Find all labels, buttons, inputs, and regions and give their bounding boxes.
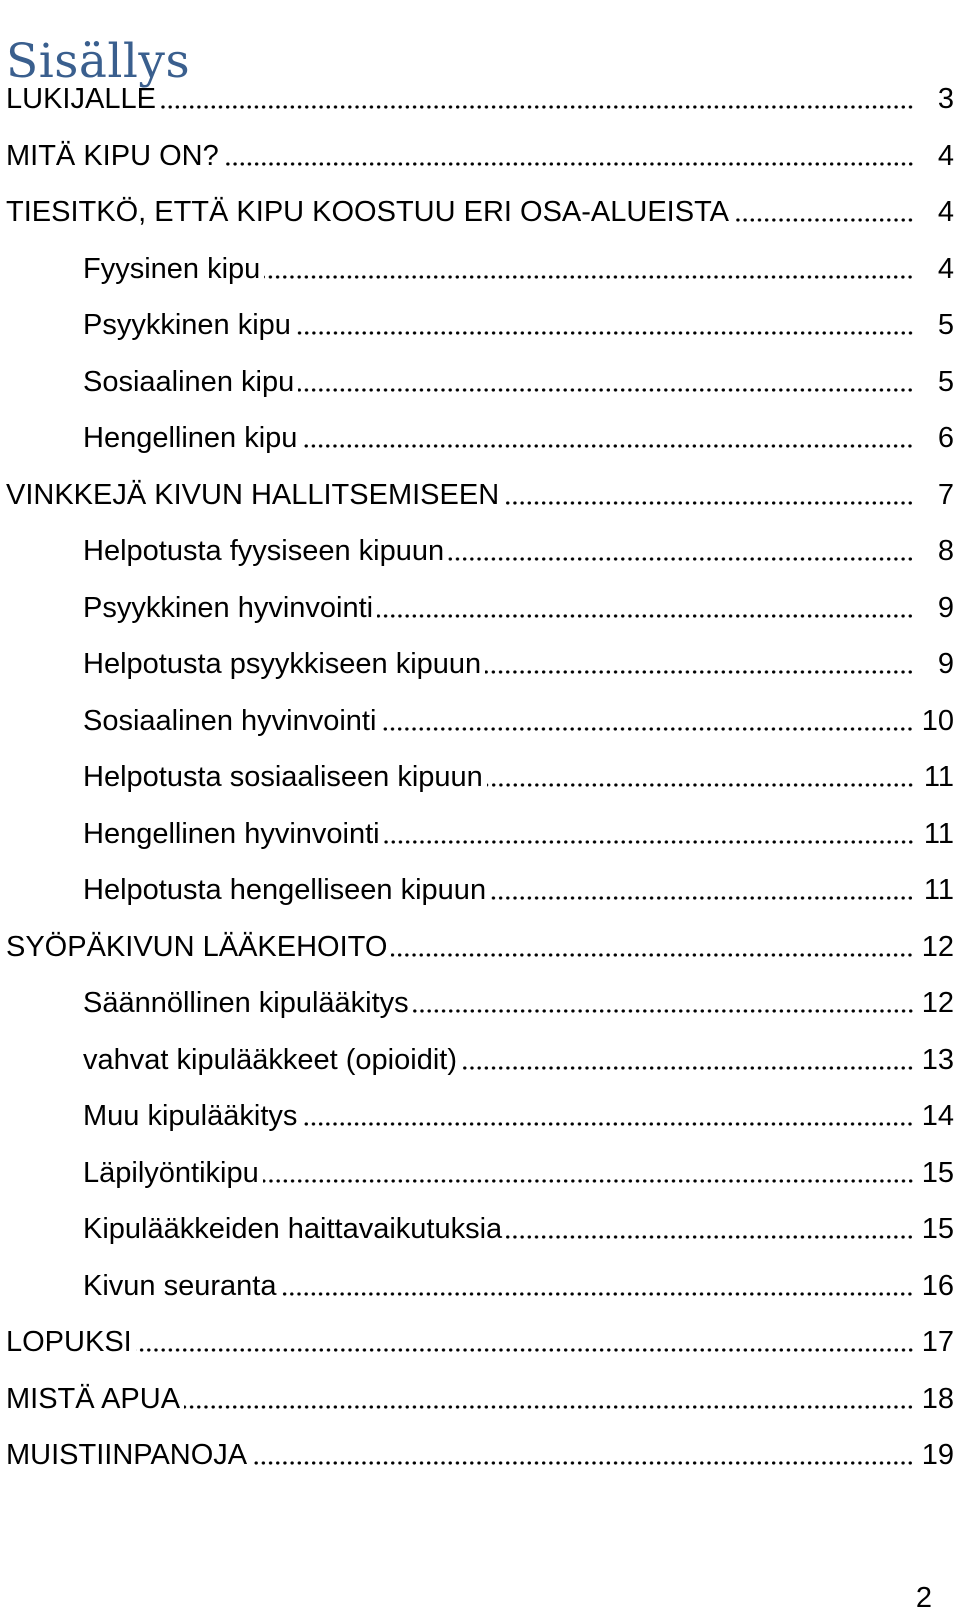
toc-entry-title: Muu kipulääkitys (83, 1100, 298, 1132)
toc-entry-title: Helpotusta fyysiseen kipuun (83, 535, 445, 567)
toc-entry-title: SYÖPÄKIVUN LÄÄKEHOITO (6, 930, 388, 963)
toc-entry-title: vahvat kipulääkkeet (opioidit) (83, 1043, 457, 1076)
toc-entry-page: 6 (937, 422, 954, 454)
toc-entry[interactable] (0, 1201, 960, 1258)
dot-leader (490, 896, 914, 900)
toc-entry-title: Sosiaalinen kipu (83, 365, 295, 398)
dot-leader (298, 388, 914, 392)
toc-entry-page: 15 (921, 1156, 954, 1189)
toc-entry-page: 5 (937, 309, 954, 341)
dot-leader (380, 727, 914, 731)
toc-entry[interactable] (0, 1427, 960, 1484)
toc-entry[interactable] (0, 1371, 960, 1428)
toc-entry-title: Helpotusta hengelliseen kipuun (83, 874, 487, 906)
toc-entry[interactable] (0, 1032, 960, 1089)
toc-entry-title: Sosiaalinen hyvinvointi (83, 704, 377, 737)
dot-leader (263, 1179, 914, 1183)
dot-leader (377, 614, 914, 618)
toc-entry-title: Psyykkinen hyvinvointi (83, 591, 374, 624)
dot-leader (280, 1292, 914, 1296)
dot-leader (503, 501, 914, 505)
dot-leader (295, 331, 914, 335)
toc-entry[interactable] (0, 297, 960, 354)
toc-entry-title: Läpilyöntikipu (83, 1156, 259, 1189)
toc-entry[interactable] (0, 71, 960, 128)
dot-leader (391, 953, 914, 957)
toc-entry[interactable] (0, 862, 960, 919)
dot-leader (301, 1122, 914, 1126)
toc-entry[interactable] (0, 184, 960, 241)
dot-leader (223, 162, 914, 166)
toc-entry[interactable] (0, 693, 960, 750)
toc-entry-page: 19 (921, 1439, 954, 1471)
toc-entry-page: 4 (937, 139, 954, 172)
toc-entry-title: Säännöllinen kipulääkitys (83, 987, 409, 1019)
toc-entry[interactable] (0, 749, 960, 806)
dot-leader (448, 557, 914, 561)
toc-entry[interactable] (0, 523, 960, 580)
toc-entry-title: LOPUKSI (6, 1326, 132, 1358)
toc-entry-page: 12 (921, 930, 954, 963)
toc-entry-page: 15 (921, 1213, 954, 1245)
toc-entry-page: 3 (937, 83, 954, 115)
toc-entry-page: 11 (923, 874, 954, 906)
toc-entry-title: Helpotusta sosiaaliseen kipuun (83, 761, 483, 793)
toc-entry-page: 18 (921, 1382, 954, 1415)
dot-leader (384, 840, 914, 844)
toc-entry[interactable] (0, 128, 960, 185)
toc-entry-title: TIESITKÖ, ETTÄ KIPU KOOSTUU ERI OSA-ALUEISTA (6, 196, 729, 228)
toc-entry[interactable] (0, 806, 960, 863)
dot-leader (733, 218, 914, 222)
toc-entry-title: Hengellinen hyvinvointi (83, 817, 380, 850)
toc-entry-page: 4 (937, 196, 954, 228)
toc-entry[interactable] (0, 410, 960, 467)
toc-entry-page: 9 (937, 591, 954, 624)
toc-entry-page: 17 (921, 1326, 954, 1358)
toc-entry-title: Helpotusta psyykkiseen kipuun (83, 648, 482, 680)
toc-entry[interactable] (0, 354, 960, 411)
toc-entry-title: VINKKEJÄ KIVUN HALLITSEMISEEN (6, 478, 500, 511)
dot-leader (485, 670, 914, 674)
dot-leader (487, 783, 914, 787)
dot-leader (413, 1009, 914, 1013)
toc-entry[interactable] (0, 1314, 960, 1371)
toc-entry[interactable] (0, 1145, 960, 1202)
toc-entry-title: LUKIJALLE (6, 83, 156, 115)
toc-entry[interactable] (0, 1258, 960, 1315)
dot-leader (301, 444, 914, 448)
toc-entry-title: Kipulääkkeiden haittavaikutuksia (83, 1213, 503, 1245)
dot-leader (461, 1066, 914, 1070)
toc-entry[interactable] (0, 636, 960, 693)
toc-entry-title: Hengellinen kipu (83, 422, 298, 454)
dot-leader (136, 1348, 914, 1352)
toc-entry[interactable] (0, 241, 960, 298)
toc-entry[interactable] (0, 467, 960, 524)
toc-entry-page: 14 (921, 1100, 954, 1132)
page-title: Sisällys (6, 34, 191, 90)
toc-entry-title: MITÄ KIPU ON? (6, 139, 219, 172)
toc-entry-page: 7 (937, 478, 954, 511)
toc-entry-title: MISTÄ APUA (6, 1382, 181, 1415)
toc-entry-page: 8 (937, 535, 954, 567)
toc-entry[interactable] (0, 1088, 960, 1145)
toc-entry-page: 4 (937, 252, 954, 285)
toc-entry-page: 11 (923, 817, 954, 850)
dot-leader (251, 1461, 914, 1465)
toc-entry-title: Psyykkinen kipu (83, 309, 291, 341)
toc-entry-page: 12 (921, 987, 954, 1019)
dot-leader (506, 1235, 914, 1239)
toc-entry[interactable] (0, 580, 960, 637)
page-number: 2 (915, 1582, 932, 1614)
dot-leader (264, 275, 914, 279)
dot-leader (160, 105, 914, 109)
toc-entry-page: 16 (921, 1269, 954, 1302)
toc-entry-title: Fyysinen kipu (83, 252, 261, 285)
toc-entry-title: MUISTIINPANOJA (6, 1439, 248, 1471)
toc-entry-title: Kivun seuranta (83, 1269, 277, 1302)
toc-entry[interactable] (0, 919, 960, 976)
table-of-contents (0, 71, 960, 1484)
toc-entry-page: 11 (923, 761, 954, 793)
dot-leader (184, 1405, 914, 1409)
toc-entry-page: 13 (921, 1043, 954, 1076)
toc-entry-page: 10 (921, 704, 954, 737)
toc-entry[interactable] (0, 975, 960, 1032)
toc-entry-page: 5 (937, 365, 954, 398)
toc-entry-page: 9 (937, 648, 954, 680)
